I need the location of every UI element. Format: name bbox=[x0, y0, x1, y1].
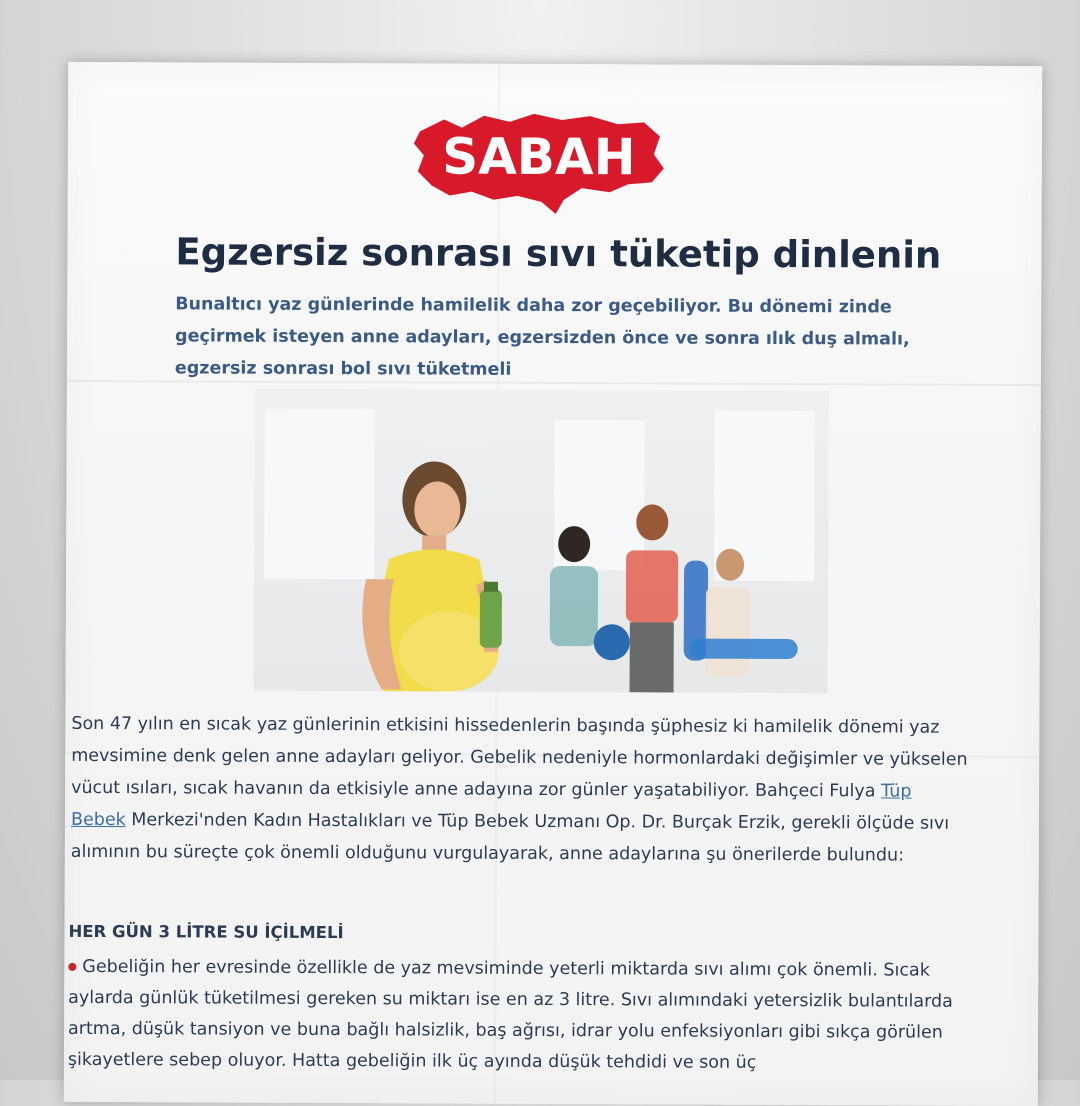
article-photo bbox=[254, 389, 829, 694]
body-text-after-link: Merkezi'nden Kadın Hastalıkları ve Tüp Bebek Uzmanı Op. Dr. Burçak Erzik, gerekli ölçüde sıvı alımının bu süreçte çok önemli olduğunu vurgulayarak, anne adaylarına şu önerilerde bulundu: bbox=[70, 810, 950, 866]
section-heading: HER GÜN 3 LİTRE SU İÇİLMELİ bbox=[68, 921, 344, 943]
bullet-icon bbox=[68, 963, 76, 971]
newspaper-page bbox=[64, 62, 1043, 1106]
tup-bebek-link[interactable]: Tüp Bebek bbox=[70, 781, 912, 831]
bullet-text: Gebeliğin her evresinde özellikle de yaz mevsiminde yeterli miktarda sıvı alımı çok önemli. Sıcak aylarda günlük tüketilmesi gereken su miktarı ise en az 3 litre. Sıvı alımındaki yetersizlik bulantılarda artma, düşük tansiyon ve buna bağlı halsizlik, baş ağrısı, idrar yolu enfeksiyonları gibi sıkça görülen şikayetlere sebep oluyor. Hatta gebeliğin ilk üç ayında düşük tehdidi ve son üç bbox=[67, 956, 953, 1073]
sabah-logo bbox=[414, 109, 664, 214]
body-text-before-link: Son 47 yılın en sıcak yaz günlerinin etkisini hissedenlerin başında şüphesiz ki hamilelik dönemi yaz mevsimine denk gelen anne adayları geliyor. Gebelik nedeniyle hormonlardaki değişimler ve yükselen vücut ısıları, sıcak havanın da etkisiyle anne adayına zor günler yaşatabiliyor. Bahçeci Fulya bbox=[71, 713, 968, 802]
women-exercise-illustration bbox=[254, 389, 829, 694]
article-title: Egzersiz sonrası sıvı tüketip dinlenin bbox=[175, 230, 942, 277]
bullet-paragraph bbox=[68, 952, 973, 1080]
article-lead: Bunaltıcı yaz günlerinde hamilelik daha zor geçebiliyor. Bu dönemi zinde geçirmek isteyen anne adayları, egzersizden önce ve sonra ılık duş almalı, egzersiz sonrası bol sıvı tüketmeli bbox=[174, 294, 910, 380]
logo-text: SABAH bbox=[442, 127, 636, 187]
article-body bbox=[71, 708, 972, 872]
body-paragraph bbox=[71, 708, 972, 872]
